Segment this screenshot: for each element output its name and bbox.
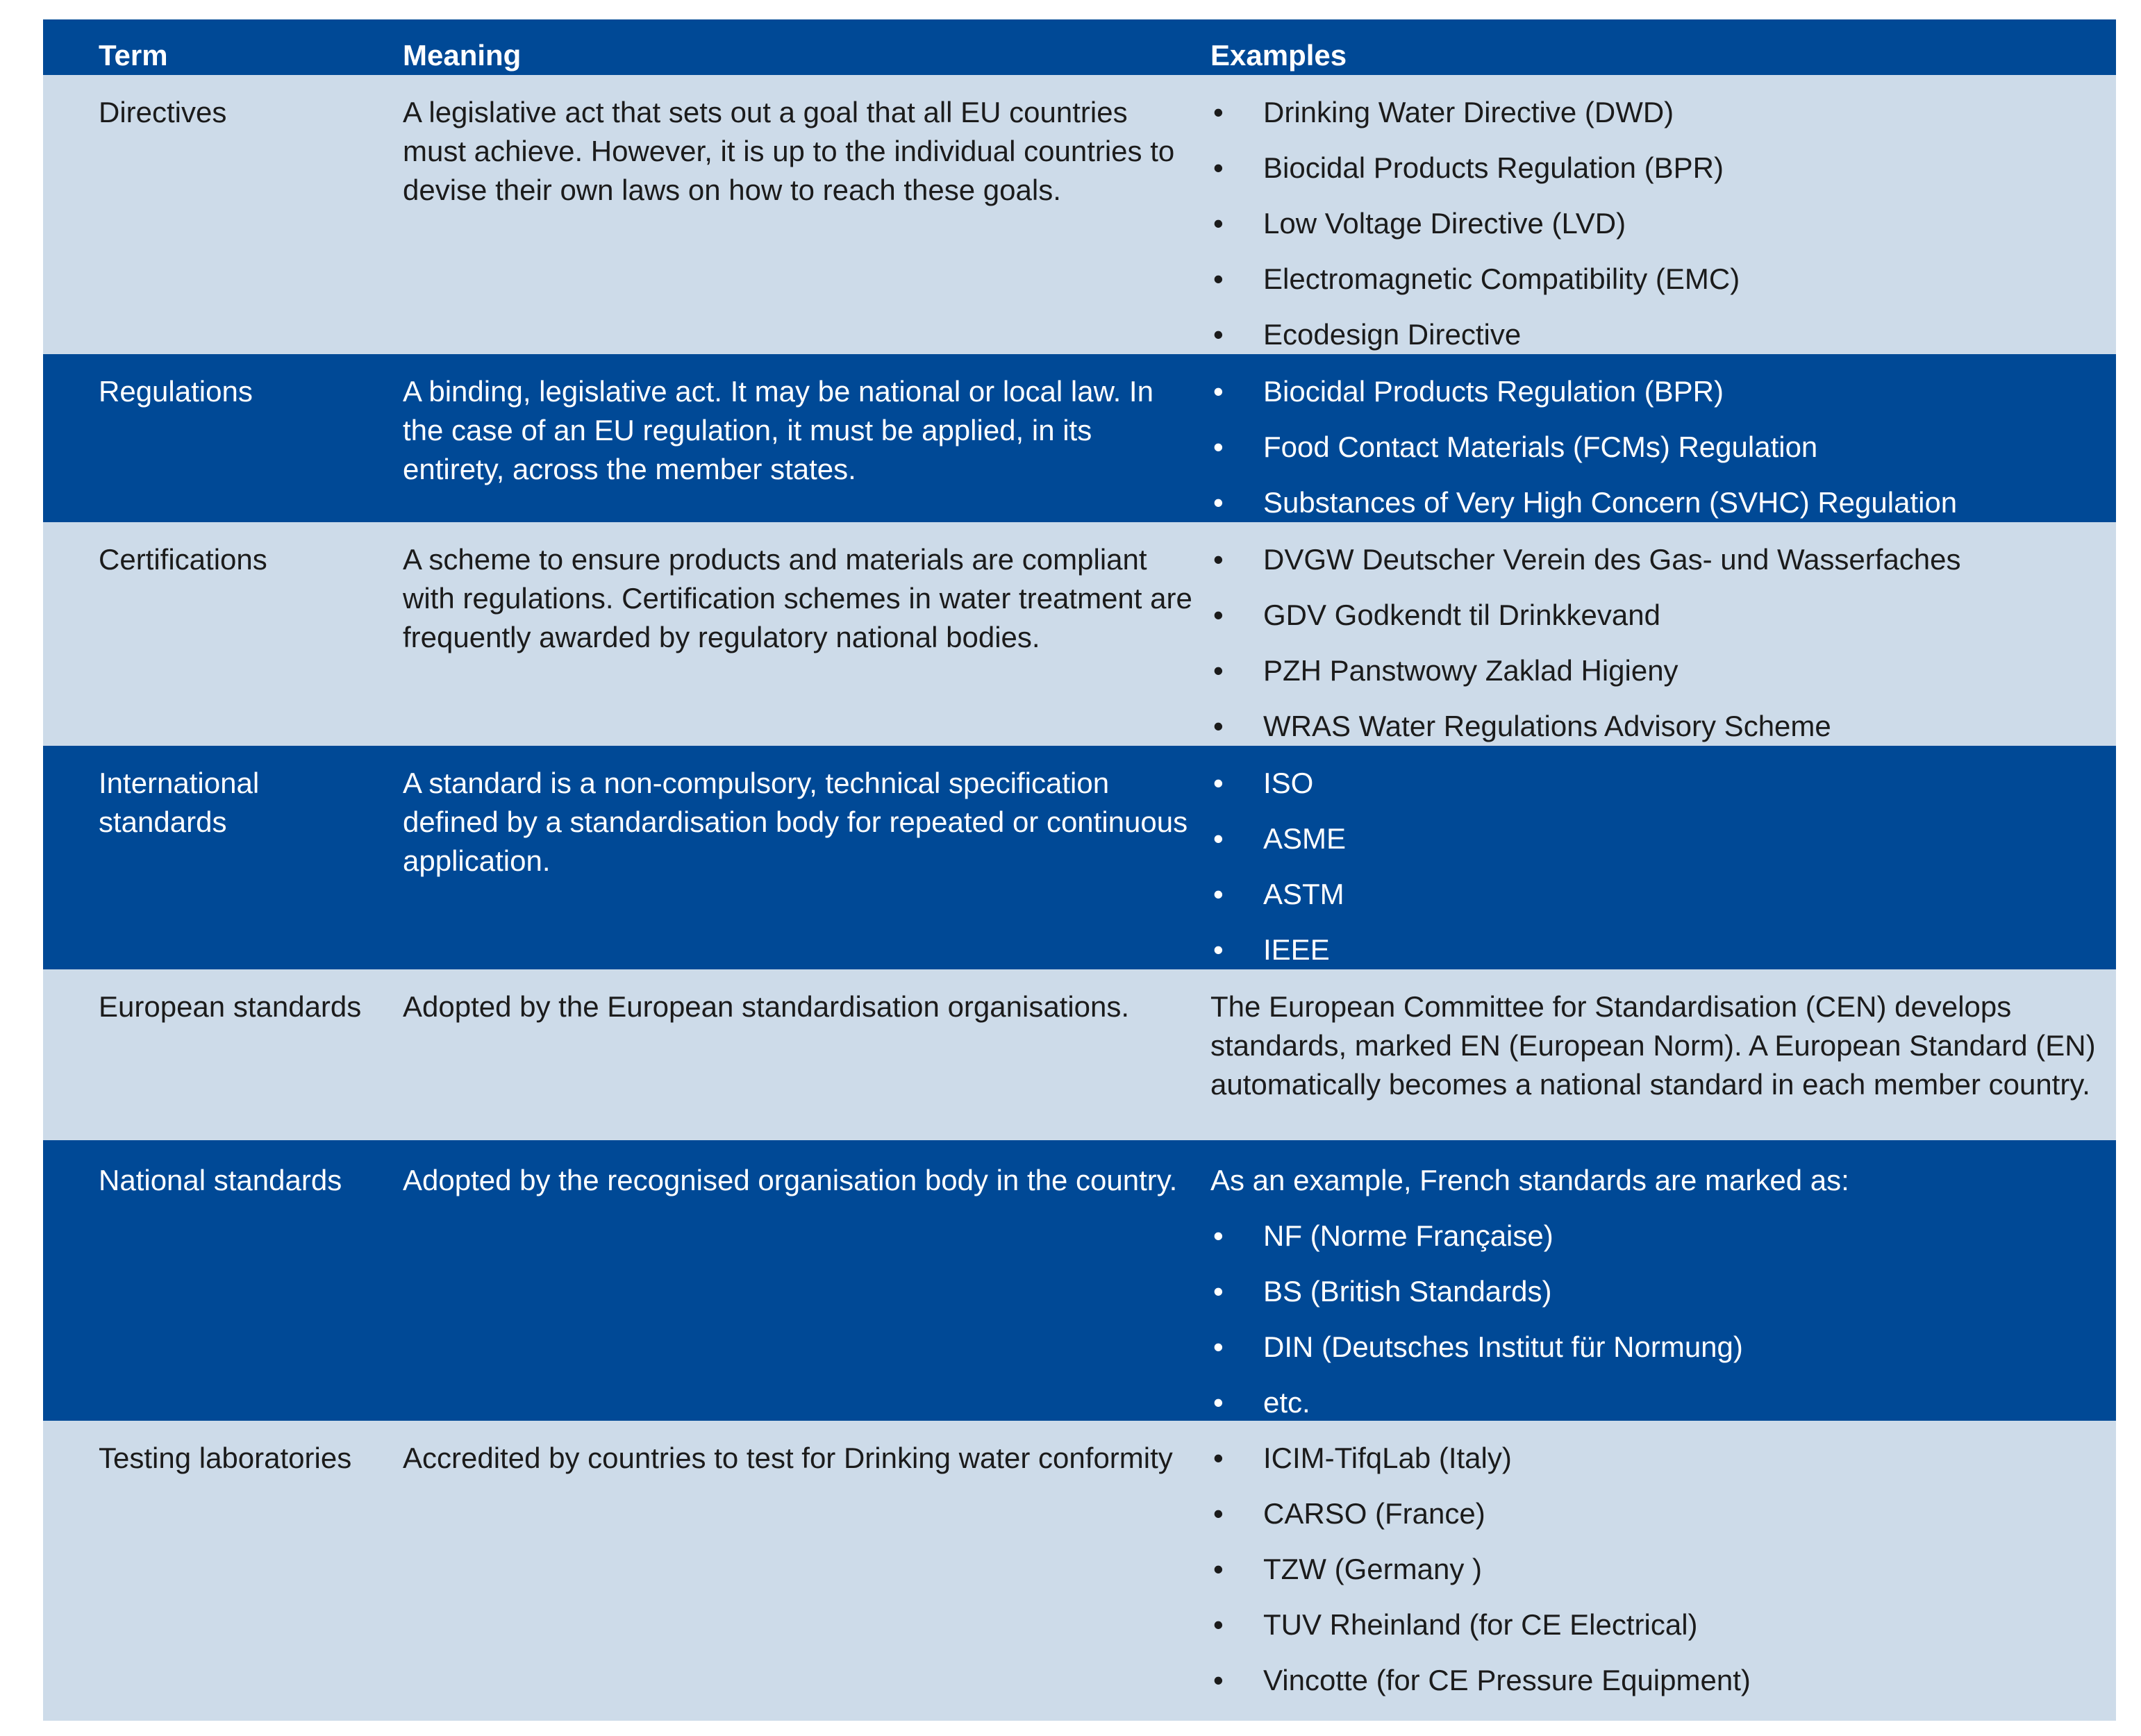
table-row bbox=[43, 522, 2116, 746]
list-item: • Vincotte (for CE Pressure Equipment) bbox=[1210, 1661, 2102, 1717]
table-row bbox=[43, 746, 2116, 969]
list-item: • etc. bbox=[1210, 1383, 2102, 1439]
list-item: • CARSO (France) bbox=[1210, 1494, 2102, 1550]
list-item: • TZW (Germany ) bbox=[1210, 1550, 2102, 1605]
bullet-icon: • bbox=[1213, 822, 1224, 855]
list-item: • Biocidal Products Regulation (BPR) bbox=[1210, 149, 2102, 204]
bullet-icon: • bbox=[1213, 151, 1224, 184]
term-cell: Certifications bbox=[99, 543, 267, 576]
list-item: • Drinking Water Directive (DWD) bbox=[1210, 93, 2102, 149]
bullet-icon: • bbox=[1213, 654, 1224, 687]
list-item: • Ecodesign Directive bbox=[1210, 315, 2102, 371]
list-item: • NF (Norme Française) bbox=[1210, 1217, 2102, 1272]
term-cell: Testing laboratories bbox=[99, 1442, 352, 1474]
list-item: • PZH Panstwowy Zaklad Higieny bbox=[1210, 651, 2102, 707]
list-item: • ASME bbox=[1210, 819, 2102, 875]
list-item: • TUV Rheinland (for CE Electrical) bbox=[1210, 1605, 2102, 1661]
table-row bbox=[43, 1421, 2116, 1721]
meaning-cell: A scheme to ensure products and materials are compliant with regulations. Certification schemes in water treatment are frequently awarded by regulatory national bodies. bbox=[403, 543, 1192, 653]
term-cell: Regulations bbox=[99, 375, 253, 408]
header-term: Term bbox=[99, 39, 168, 72]
bullet-icon: • bbox=[1213, 1275, 1224, 1308]
list-item: • ICIM-TifqLab (Italy) bbox=[1210, 1439, 2102, 1494]
examples-list bbox=[1210, 540, 2102, 762]
term-cell: European standards bbox=[99, 990, 362, 1023]
examples-list bbox=[1210, 764, 2102, 986]
list-item: • IEEE bbox=[1210, 930, 2102, 986]
list-item: • Biocidal Products Regulation (BPR) bbox=[1210, 372, 2102, 428]
examples-list bbox=[1210, 93, 2102, 371]
list-item: • Electromagnetic Compatibility (EMC) bbox=[1210, 260, 2102, 315]
bullet-icon: • bbox=[1213, 96, 1224, 128]
list-item: • GDV Godkendt til Drinkkevand bbox=[1210, 596, 2102, 651]
list-item: • Food Contact Materials (FCMs) Regulation bbox=[1210, 428, 2102, 483]
list-item: • DIN (Deutsches Institut für Normung) bbox=[1210, 1328, 2102, 1383]
bullet-icon: • bbox=[1213, 878, 1224, 910]
bullet-icon: • bbox=[1213, 710, 1224, 742]
examples-list bbox=[1210, 372, 2102, 539]
meaning-cell: Adopted by the recognised organisation body in the country. bbox=[403, 1164, 1178, 1196]
list-item: • WRAS Water Regulations Advisory Scheme bbox=[1210, 707, 2102, 762]
list-item: • DVGW Deutscher Verein des Gas- und Wasserfaches bbox=[1210, 540, 2102, 596]
bullet-icon: • bbox=[1213, 375, 1224, 408]
examples-cell: The European Committee for Standardisation (CEN) develops standards, marked EN (European Norm). A European Standard (EN) automatically becomes a national standard in each member country. bbox=[1210, 990, 2096, 1101]
meaning-cell: Adopted by the European standardisation organisations. bbox=[403, 990, 1130, 1023]
bullet-icon: • bbox=[1213, 1608, 1224, 1641]
bullet-icon: • bbox=[1213, 933, 1224, 966]
header-meaning: Meaning bbox=[403, 39, 522, 72]
list-item: • Substances of Very High Concern (SVHC) Regulation bbox=[1210, 483, 2102, 539]
bullet-icon: • bbox=[1213, 318, 1224, 351]
examples-cell bbox=[1210, 1161, 2116, 1421]
bullet-icon: • bbox=[1213, 1553, 1224, 1585]
bullet-icon: • bbox=[1213, 767, 1224, 799]
examples-cell bbox=[1210, 93, 2116, 354]
bullet-icon: • bbox=[1213, 599, 1224, 631]
examples-list bbox=[1210, 1217, 2102, 1439]
list-item: • ASTM bbox=[1210, 875, 2102, 930]
examples-cell bbox=[1210, 764, 2116, 969]
list-item: • Low Voltage Directive (LVD) bbox=[1210, 204, 2102, 260]
term-cell: National standards bbox=[99, 1164, 342, 1196]
term-cell: Directives bbox=[99, 96, 227, 128]
term-cell: International standards bbox=[99, 767, 260, 838]
table-row bbox=[43, 75, 2116, 354]
bullet-icon: • bbox=[1213, 1664, 1224, 1696]
meaning-cell: A standard is a non-compulsory, technical specification defined by a standardisation body for repeated or continuous application. bbox=[403, 767, 1188, 877]
examples-cell bbox=[1210, 540, 2116, 746]
bullet-icon: • bbox=[1213, 1219, 1224, 1252]
bullet-icon: • bbox=[1213, 543, 1224, 576]
examples-cell bbox=[1210, 372, 2116, 522]
meaning-cell: Accredited by countries to test for Drinking water conformity bbox=[403, 1442, 1173, 1474]
bullet-icon: • bbox=[1213, 207, 1224, 240]
table-header bbox=[43, 19, 2116, 75]
meaning-cell: A binding, legislative act. It may be national or local law. In the case of an EU regulation, it must be applied, in its entirety, across the member states. bbox=[403, 375, 1153, 485]
bullet-icon: • bbox=[1213, 1330, 1224, 1363]
bullet-icon: • bbox=[1213, 1442, 1224, 1474]
examples-intro: As an example, French standards are marked as: bbox=[1210, 1164, 1849, 1196]
bullet-icon: • bbox=[1213, 1497, 1224, 1530]
list-item: • BS (British Standards) bbox=[1210, 1272, 2102, 1328]
meaning-cell: A legislative act that sets out a goal that all EU countries must achieve. However, it is up to the individual countries to devise their own laws on how to reach these goals. bbox=[403, 96, 1175, 206]
bullet-icon: • bbox=[1213, 262, 1224, 295]
list-item: • ISO bbox=[1210, 764, 2102, 819]
examples-cell bbox=[1210, 1439, 2116, 1721]
table-row bbox=[43, 354, 2116, 522]
bullet-icon: • bbox=[1213, 1386, 1224, 1419]
table-row bbox=[43, 1140, 2116, 1421]
terms-table bbox=[43, 19, 2116, 1721]
table-row bbox=[43, 969, 2116, 1140]
bullet-icon: • bbox=[1213, 431, 1224, 463]
bullet-icon: • bbox=[1213, 486, 1224, 519]
header-examples: Examples bbox=[1210, 39, 1347, 72]
examples-list bbox=[1210, 1439, 2102, 1717]
